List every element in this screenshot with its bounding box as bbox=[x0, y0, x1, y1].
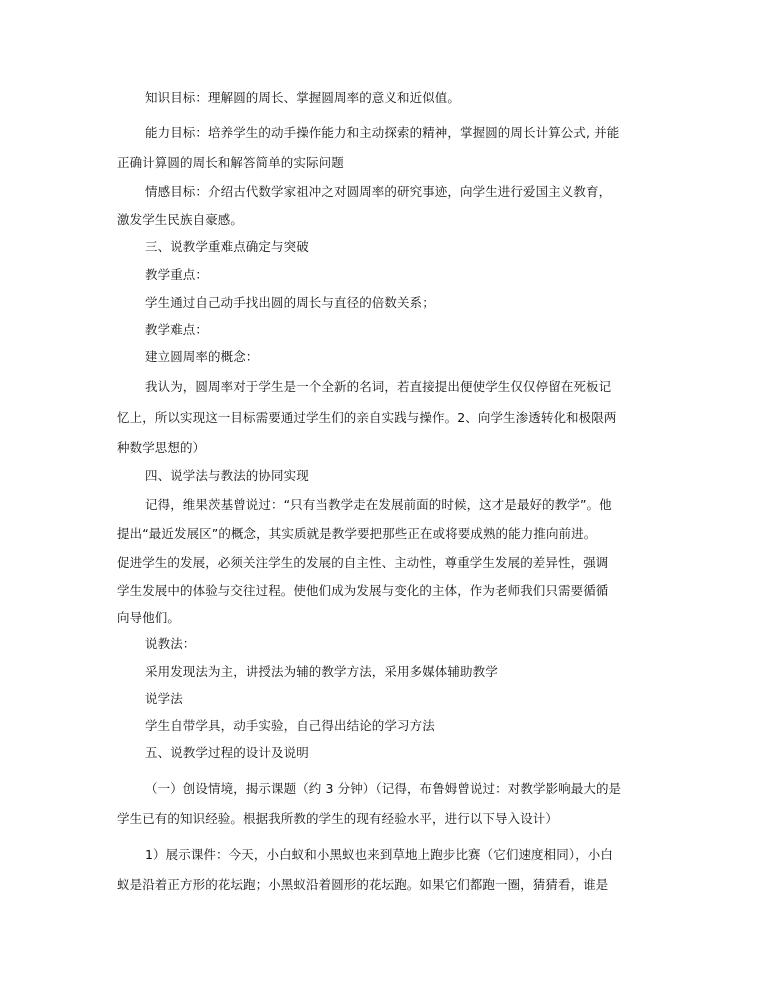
ability-goal-line-1: 能力目标：培养学生的动手操作能力和主动探索的精神，掌握圆的周长计算公式, 并能 bbox=[145, 125, 620, 140]
paragraph-line: 忆上，所以实现这一目标需要通过学生们的亲自实践与操作。2、向学生渗透转化和极限两 bbox=[117, 410, 617, 425]
knowledge-goal-line: 知识目标：理解圆的周长、掌握圆周率的意义和近似值。 bbox=[145, 90, 461, 105]
paragraph-line: 记得，维果茨基曾说过：“只有当教学走在发展前面的时候，这才是最好的教学”。他 bbox=[145, 497, 612, 512]
section-three-heading: 三、说教学重难点确定与突破 bbox=[145, 239, 309, 254]
paragraph-line: （一）创设情境，揭示课题（约 3 分钟）（记得，布鲁姆曾说过：对教学影响最大的是 bbox=[145, 781, 622, 796]
section-five-heading: 五、说教学过程的设计及说明 bbox=[145, 745, 309, 760]
ability-goal-line-2: 正确计算圆的周长和解答简单的实际问题 bbox=[117, 155, 344, 170]
teaching-difficulty-label: 教学难点： bbox=[145, 322, 209, 337]
emotion-goal-line-2: 激发学生民族自豪感。 bbox=[117, 212, 244, 227]
teaching-focus-label: 教学重点： bbox=[145, 267, 209, 282]
paragraph-line: 1）展示课件：今天，小白蚁和小黑蚁也来到草地上跑步比赛（它们速度相同），小白 bbox=[145, 847, 614, 862]
teaching-difficulty-text: 建立圆周率的概念： bbox=[145, 349, 259, 364]
paragraph-line: 学生发展中的体验与交往过程。使他们成为发展与变化的主体，作为老师我们只需要循循 bbox=[117, 583, 609, 598]
paragraph-line: 我认为，圆周率对于学生是一个全新的名词，若直接提出便使学生仅仅停留在死板记 bbox=[145, 379, 612, 394]
paragraph-line: 向导他们。 bbox=[117, 610, 181, 625]
teaching-focus-text: 学生通过自己动手找出圆的周长与直径的倍数关系； bbox=[145, 295, 435, 310]
paragraph-line: 种数学思想的） bbox=[117, 440, 206, 455]
paragraph-line: 学生已有的知识经验。根据我所教的学生的现有经验水平，进行以下导入设计） bbox=[117, 811, 559, 826]
emotion-goal-line-1: 情感目标：介绍古代数学家祖冲之对圆周率的研究事迹，向学生进行爱国主义教育， bbox=[145, 184, 612, 199]
teaching-method-text: 采用发现法为主，讲授法为辅的教学方法，采用多媒体辅助教学 bbox=[145, 664, 498, 679]
section-four-heading: 四、说学法与教法的协同实现 bbox=[145, 468, 309, 483]
paragraph-line: 提出“最近发展区”的概念，其实质就是教学要把那些正在或将要成熟的能力推向前进。 bbox=[117, 526, 597, 541]
paragraph-line: 蚁是沿着正方形的花坛跑；小黑蚁沿着圆形的花坛跑。如果它们都跑一圈，猜猜看，谁是 bbox=[117, 877, 609, 892]
learning-method-text: 学生自带学具，动手实验，自己得出结论的学习方法 bbox=[145, 718, 435, 733]
paragraph-line: 促进学生的发展，必须关注学生的发展的自主性、主动性，尊重学生发展的差异性，强调 bbox=[117, 555, 609, 570]
learning-method-label: 说学法 bbox=[145, 691, 183, 706]
teaching-method-label: 说教法： bbox=[145, 636, 196, 651]
